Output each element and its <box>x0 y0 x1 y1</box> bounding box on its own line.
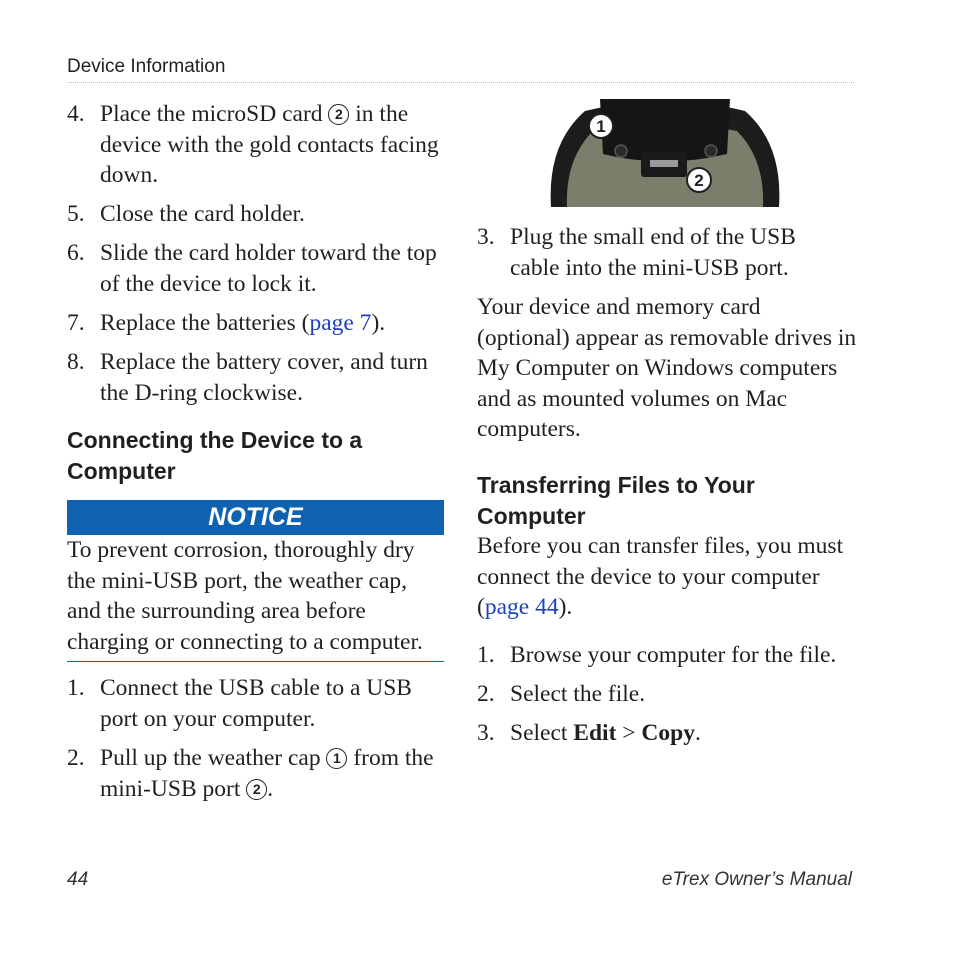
photo-callout-1: 1 <box>596 117 606 136</box>
step-item: 2. Select the file. <box>477 681 646 707</box>
step-item: 3. Plug the small end of the USB cable into the mini-USB port. <box>477 224 796 281</box>
page-number: 44 <box>67 869 89 890</box>
callout-2-icon: 2 <box>328 104 349 125</box>
menu-edit: Edit <box>573 720 617 746</box>
section-title: Device Information <box>67 56 226 77</box>
section-heading-transferring: Transferring Files to Your Computer <box>477 472 755 529</box>
callout-2-icon: 2 <box>246 779 267 800</box>
callout-1-icon: 1 <box>326 748 347 769</box>
step-item: 1. Connect the USB cable to a USB port on your computer. <box>67 675 412 732</box>
manual-title: eTrex Owner’s Manual <box>661 869 852 890</box>
step-item: 6. Slide the card holder toward the top of the device to lock it. <box>67 240 437 297</box>
step-item: 8. Replace the battery cover, and turn the D-ring clockwise. <box>67 349 428 406</box>
step-item: 3. Select Edit > Copy. <box>477 720 701 746</box>
step-item: 1. Browse your computer for the file. <box>477 642 837 668</box>
transfer-intro-paragraph: Before you can transfer files, you must connect the device to your computer (page 44). <box>477 533 844 620</box>
removable-drives-paragraph: Your device and memory card (optional) appear as removable drives in My Computer on Windows computers and as mounted volumes on Mac computers. <box>477 294 857 442</box>
step-item: 7. Replace the batteries (page 7). <box>67 310 386 336</box>
menu-copy: Copy <box>641 720 695 746</box>
page-7-link[interactable]: page 7 <box>309 310 372 336</box>
step-item: 4. Place the microSD card 2 in the device with the gold contacts facing down. <box>67 101 439 188</box>
section-heading-connecting: Connecting the Device to a Computer <box>67 427 363 484</box>
notice-text: To prevent corrosion, thoroughly dry the mini-USB port, the weather cap, and the surrounding area before charging or connecting to a computer. <box>67 535 444 662</box>
step-item: 2. Pull up the weather cap 1 from the mini-USB port 2 . <box>67 745 434 802</box>
notice-banner: NOTICE <box>67 500 444 535</box>
device-usb-port-photo <box>545 99 785 207</box>
step-item: 5. Close the card holder. <box>67 201 305 227</box>
page-44-link[interactable]: page 44 <box>484 594 559 620</box>
photo-callout-2: 2 <box>694 171 704 190</box>
running-header <box>67 56 854 83</box>
